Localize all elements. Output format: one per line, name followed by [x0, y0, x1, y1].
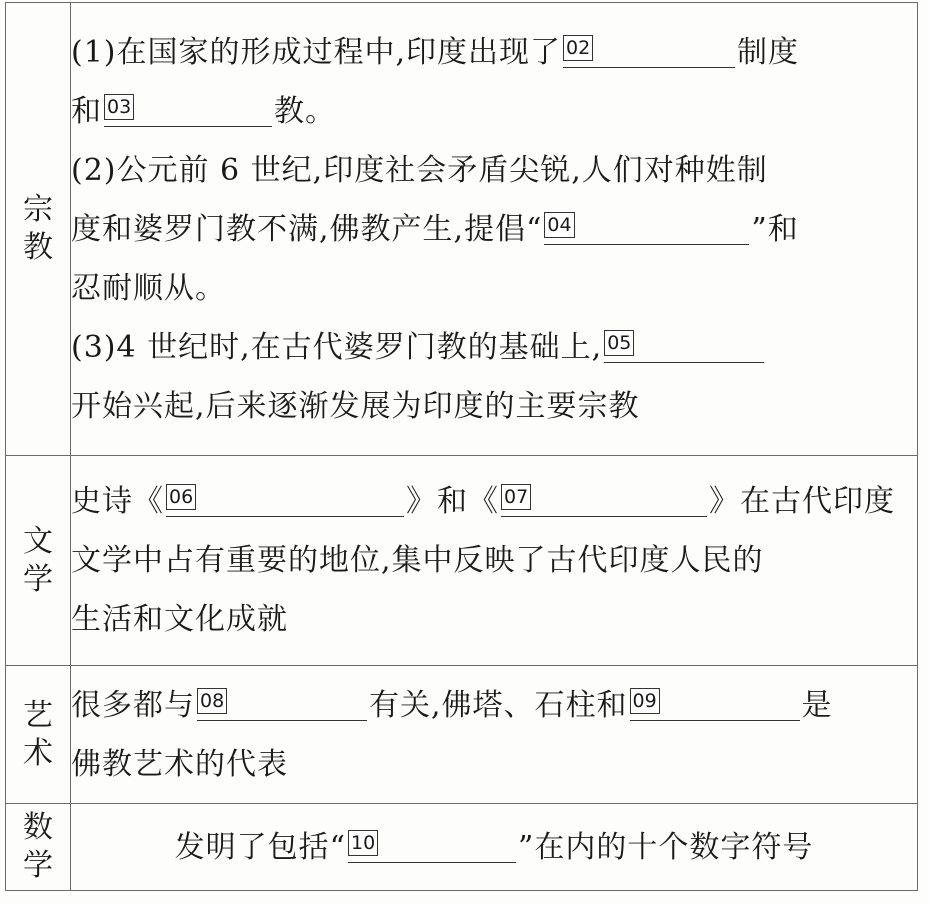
- table-row-literature: [6, 456, 918, 666]
- category-religion: 宗 教: [6, 3, 71, 456]
- content-religion: [71, 3, 918, 456]
- fill-blank-06[interactable]: 06: [166, 482, 404, 517]
- fill-blank-07[interactable]: 07: [501, 482, 707, 517]
- fill-blank-02[interactable]: 02: [563, 33, 735, 68]
- table-row-math: [6, 804, 918, 891]
- text-line: (3)4 世纪时,在古代婆罗门教的基础上, 05: [71, 318, 917, 377]
- fill-blank-04[interactable]: 04: [544, 210, 749, 245]
- text-line: (2)公元前 6 世纪,印度社会矛盾尖锐,人们对种姓制: [71, 152, 768, 188]
- content-art: [71, 666, 918, 804]
- category-art: 艺 术: [6, 666, 71, 804]
- table-row-religion: [6, 3, 918, 456]
- content-literature: [71, 456, 918, 666]
- content-math: [71, 804, 918, 891]
- fill-blank-09[interactable]: 09: [630, 686, 800, 721]
- culture-table: [5, 2, 918, 891]
- category-literature: 文 学: [6, 456, 71, 666]
- text-line: 生活和文化成就: [71, 602, 288, 637]
- text-line: 史诗《 06 》和《 07 》在古代印度: [71, 484, 895, 519]
- text-line: 开始兴起,后来逐渐发展为印度的主要宗教: [71, 388, 640, 424]
- text-line: (1)在国家的形成过程中,印度出现了 02 制度: [71, 34, 800, 70]
- text-line: 和 03 教。: [71, 93, 336, 129]
- text-line: 佛教艺术的代表: [71, 746, 288, 782]
- table-row-art: [6, 666, 918, 804]
- text-line: 度和婆罗门教不满,佛教产生,提倡“ 04 ”和: [71, 211, 799, 247]
- text-line: 文学中占有重要的地位,集中反映了古代印度人民的: [71, 543, 764, 578]
- text-line: 很多都与 08 有关,佛塔、石柱和 09 是: [71, 687, 833, 723]
- fill-blank-08[interactable]: 08: [197, 686, 367, 721]
- fill-blank-05[interactable]: 05: [604, 328, 764, 363]
- fill-blank-03[interactable]: 03: [104, 92, 272, 127]
- text-line: 忍耐顺从。: [71, 270, 226, 306]
- fill-blank-10[interactable]: 10: [348, 828, 516, 863]
- text-line: 发明了包括“ 10 ”在内的十个数字符号: [174, 829, 814, 865]
- category-math: 数 学: [6, 804, 71, 891]
